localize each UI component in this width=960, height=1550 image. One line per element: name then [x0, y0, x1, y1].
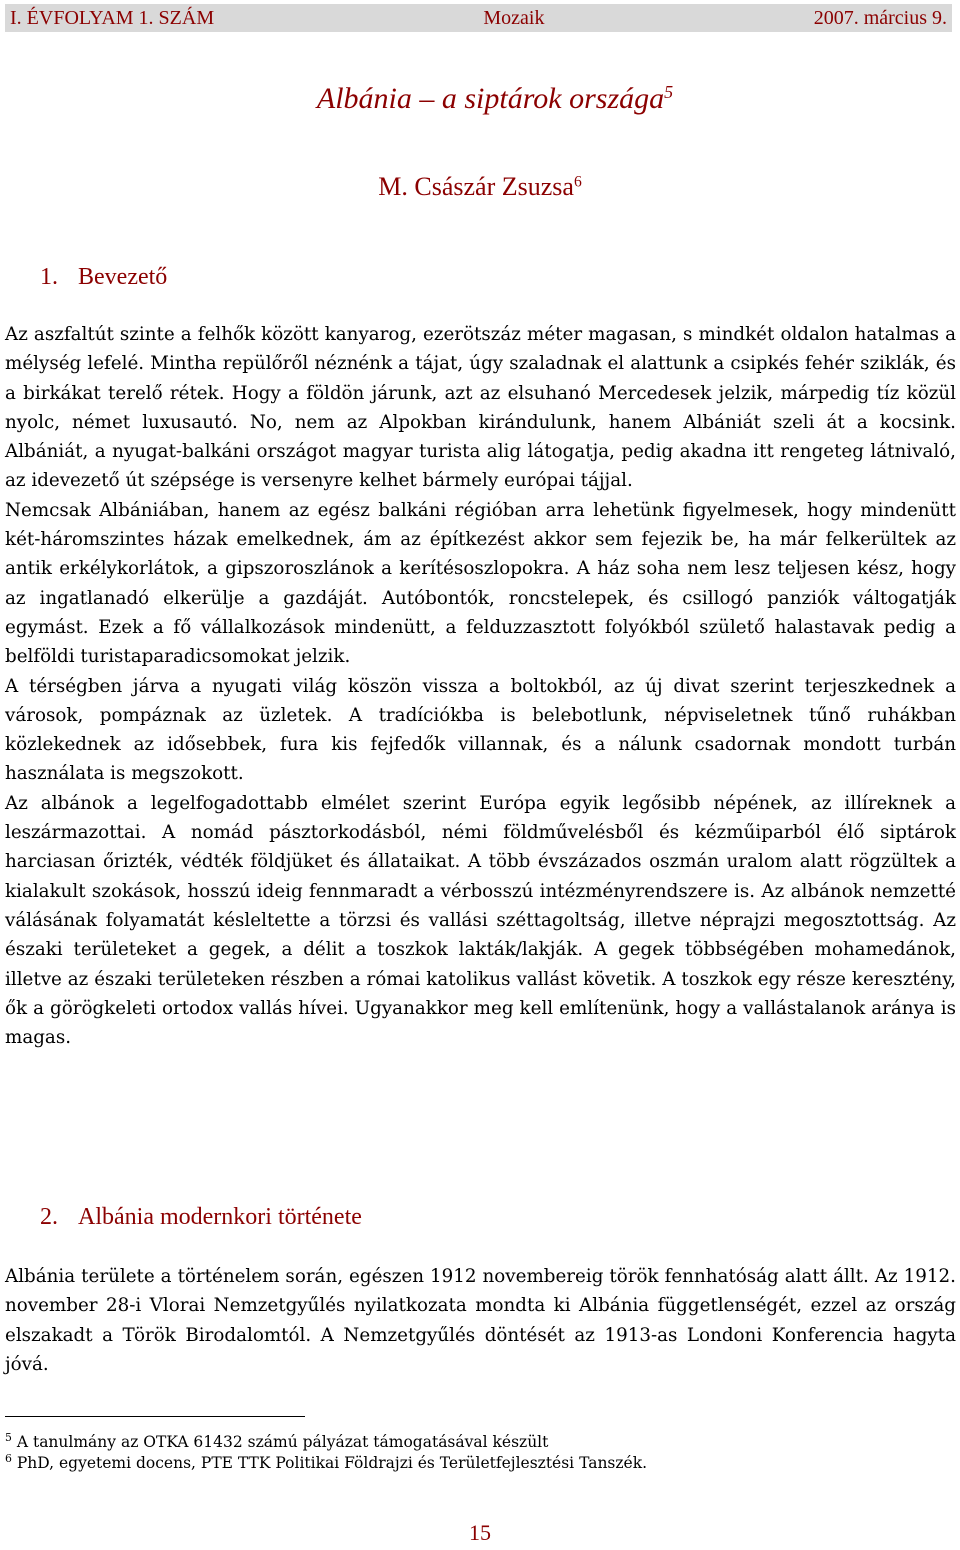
- footnote-text: A tanulmány az OTKA 61432 számú pályázat támogatásával készült: [16, 1433, 549, 1451]
- title-footnote-ref[interactable]: 5: [664, 82, 674, 103]
- footnote-ref: 6: [5, 1452, 12, 1466]
- paragraph: Albánia területe a történelem során, egészen 1912 novembereig török fennhatóság alatt állt. Az 1912. november 28-i Vlorai Nemzetgyűlés nyilatkozata mondta ki Albánia függetlenségét, ezzel az ország elszakadt a Török Birodalomtól. A Nemzetgyűlés döntését az 1913-as Londoni Konferencia hagyta jóvá.: [5, 1266, 956, 1375]
- footnote-text: PhD, egyetemi docens, PTE TTK Politikai Földrajzi és Területfejlesztési Tanszék.: [16, 1454, 648, 1472]
- paragraph: Nemcsak Albániában, hanem az egész balkáni régióban arra lehetünk figyelmesek, hogy mindenütt két-háromszintes házak emelkednek, ám az építkezést akkor sem fejezik be, ha már felkerültek az antik erkélykorlátok, a gipszoroszlánok a kerítésoszlopokra. A ház soha nem lesz teljesen kész, hogy az ingatlanadó elkerülje a gazdáját. Autóbontók, roncstelepek, és csillogó panziók váltogatják egymást. Ezek a fő vállalkozások mindenütt, a felduzzasztott folyókból születő halastavak pedig a belföldi turistaparadicsomokat jelzik.: [5, 499, 956, 668]
- running-header: [5, 4, 952, 32]
- footnotes: [5, 1432, 647, 1474]
- paragraph: A térségben járva a nyugati világ köszön vissza a boltokból, az új divat szerint terjeszkednek a városok, pompáznak az üzletek. A tradíciókba is belebotlunk, népviseletnek tűnő ruhákban közlekednek az idősebbek, fura kis fejfedők villannak, és a nálunk csadornak mondott turbán használata is megszokott.: [5, 675, 956, 785]
- footnote-item: [5, 1453, 647, 1474]
- section-number: 2.: [40, 1204, 58, 1230]
- section-number: 1.: [40, 264, 58, 290]
- article-title: [0, 82, 960, 116]
- author-name: M. Császár Zsuzsa: [378, 172, 574, 201]
- article-author: [0, 172, 960, 202]
- section-title: Albánia modernkori története: [78, 1204, 362, 1230]
- paragraph: Az aszfaltút szinte a felhők között kanyarog, ezerötszáz méter magasan, s mindkét oldalon hatalmas a mélység lefelé. Mintha repülőről néznénk a tájat, úgy szaladnak el alattunk a csipkés fehér sziklák, és a birkákat terelő rétek. Hogy a földön járunk, azt az elsuhanó Mercedesek jelzik, márpedig tíz közül nyolc, német luxusautó. No, nem az Alpokban kirándulunk, hanem Albániát szeli át a kocsink. Albániát, a nyugat-balkáni országot magyar turista alig látogatja, pedig akadna itt rengeteg látnivaló, az idevezető út szépsége is versenyre kelhet bármely európai tájjal.: [5, 324, 956, 492]
- footnote-divider: [5, 1416, 305, 1417]
- author-footnote-ref[interactable]: 6: [573, 173, 582, 191]
- paragraph: Az albánok a legelfogadottabb elmélet szerint Európa egyik legősibb népének, az illíreknek a leszármazottai. A nomád pásztorkodásból, némi földművelésből és kézműiparból élő siptárok harciasan őrizték, védték földjüket és állataikat. A több évszázados oszmán uralom alatt rögzültek a kialakult szokások, hosszú ideig fennmaradt a vérbosszú intézményrendszere is. Az albánok nemzetté válásának folyamatát késleltette a törzsi és vallási széttagoltság, illetve néprajzi megosztottság. Az északi területeket a gegek, a délit a toszkok lakták/lakják. A gegek többségében mohamedánok, illetve az északi területeken részben a római katolikus vallást követik. A toszkok egy része keresztény, ők a görögkeleti ortodox vallás hívei. Ugyanakkor meg kell említenünk, hogy a vallástalanok aránya is magas.: [5, 792, 956, 1049]
- section-heading-2: [40, 1204, 362, 1231]
- header-publication: Mozaik: [483, 6, 545, 29]
- section-body-2: [5, 1262, 956, 1379]
- title-text: Albánia – a siptárok országa: [316, 82, 665, 115]
- header-date: 2007. március 9.: [813, 6, 947, 29]
- header-volume: I. ÉVFOLYAM 1. SZÁM: [10, 6, 215, 29]
- section-body-1: [5, 320, 956, 1052]
- footnote-ref: 5: [5, 1431, 12, 1445]
- section-title: Bevezető: [78, 264, 168, 290]
- section-heading-1: [40, 264, 167, 291]
- footnote-item: [5, 1432, 647, 1453]
- page-number: 15: [469, 1520, 491, 1545]
